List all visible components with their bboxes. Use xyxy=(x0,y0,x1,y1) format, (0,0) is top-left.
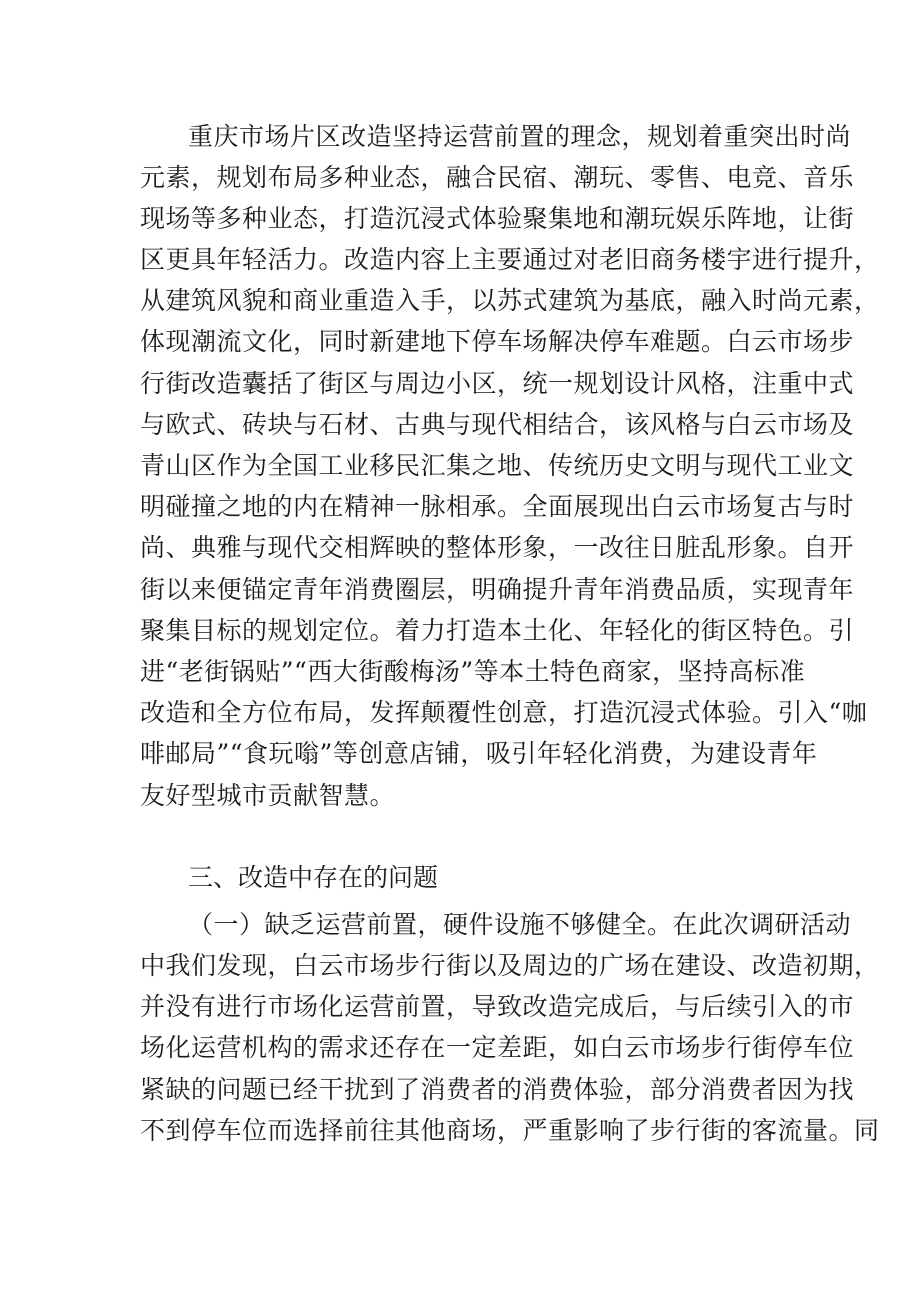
paragraph-1-line: 与欧式、砖块与石材、古典与现代相结合，该风格与白云市场及 xyxy=(140,410,855,439)
paragraph-1-line: 友好型城市贡献智慧。 xyxy=(140,781,396,810)
paragraph-2-line: 并没有进行市场化运营前置，导致改造完成后，与后续引入的市 xyxy=(140,992,855,1021)
paragraph-2-line: （一）缺乏运营前置，硬件设施不够健全。在此次调研活动 xyxy=(188,910,852,939)
paragraph-1-line: 改造和全方位布局，发挥颠覆性创意，打造沉浸式体验。引入“咖 xyxy=(140,698,868,727)
paragraph-1-line: 区更具年轻活力。改造内容上主要通过对老旧商务楼宇进行提升， xyxy=(140,245,880,274)
paragraph-1-line: 街以来便锚定青年消费圈层，明确提升青年消费品质，实现青年 xyxy=(140,575,855,604)
paragraph-2-line: 不到停车位而选择前往其他商场，严重影响了步行街的客流量。同 xyxy=(140,1116,880,1145)
paragraph-1-line: 啡邮局”“食玩嗡”等创意店铺，吸引年轻化消费，为建设青年 xyxy=(140,739,818,768)
paragraph-1-line: 元素，规划布局多种业态，融合民宿、潮玩、零售、电竞、音乐 xyxy=(140,163,855,192)
paragraph-1-line: 体现潮流文化，同时新建地下停车场解决停车难题。白云市场步 xyxy=(140,327,855,356)
paragraph-2-line: 场化运营机构的需求还存在一定差距，如白云市场步行街停车位 xyxy=(140,1033,855,1062)
paragraph-1-line: 行街改造囊括了街区与周边小区，统一规划设计风格，注重中式 xyxy=(140,369,855,398)
section-heading: 三、改造中存在的问题 xyxy=(188,863,439,892)
paragraph-2-line: 紧缺的问题已经干扰到了消费者的消费体验，部分消费者因为找 xyxy=(140,1075,855,1104)
paragraph-1-line: 现场等多种业态，打造沉浸式体验聚集地和潮玩娱乐阵地，让街 xyxy=(140,204,855,233)
paragraph-1-line: 尚、典雅与现代交相辉映的整体形象，一改往日脏乱形象。自开 xyxy=(140,533,855,562)
paragraph-1-line: 进“老街锅贴”“西大街酸梅汤”等本土特色商家，坚持高标准 xyxy=(140,657,806,686)
paragraph-1-line: 聚集目标的规划定位。着力打造本土化、年轻化的街区特色。引 xyxy=(140,616,855,645)
paragraph-2-line: 中我们发现，白云市场步行街以及周边的广场在建设、改造初期， xyxy=(140,951,880,980)
paragraph-1-line: 从建筑风貌和商业重造入手，以苏式建筑为基底，融入时尚元素， xyxy=(140,286,880,315)
paragraph-1-line: 明碰撞之地的内在精神一脉相承。全面展现出白云市场复古与时 xyxy=(140,492,855,521)
paragraph-1-line: 重庆市场片区改造坚持运营前置的理念，规划着重突出时尚 xyxy=(188,122,852,151)
paragraph-1-line: 青山区作为全国工业移民汇集之地、传统历史文明与现代工业文 xyxy=(140,451,855,480)
